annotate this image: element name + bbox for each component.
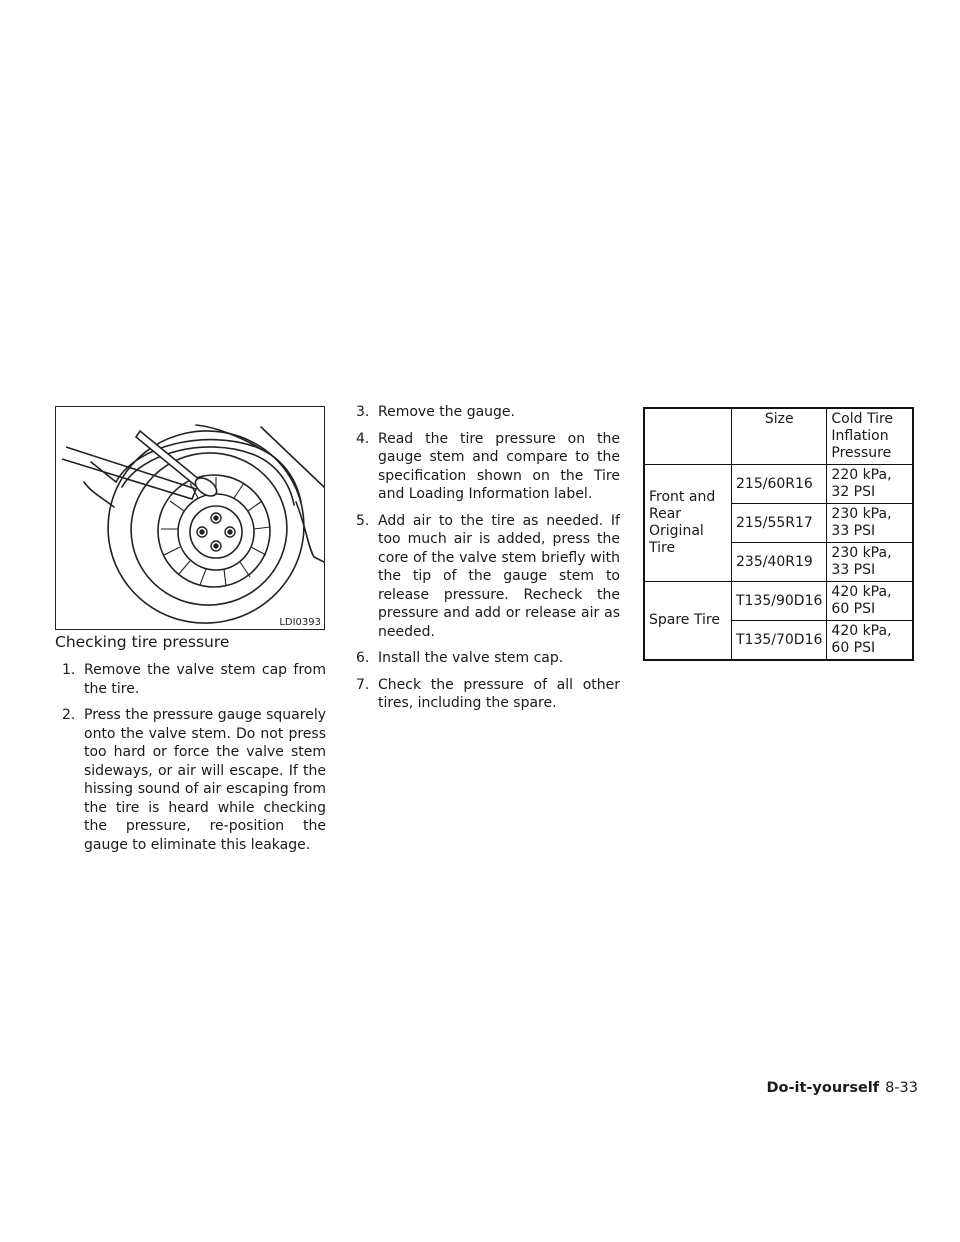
- step-number: 7.: [356, 676, 370, 693]
- tire-size-cell: 215/55R17: [732, 504, 827, 543]
- table-header-pressure: Cold Tire Inflation Pressure: [827, 408, 913, 465]
- step-text: Remove the valve stem cap from the tire.: [84, 662, 326, 697]
- pressure-cell: 420 kPa, 60 PSI: [827, 582, 913, 621]
- step-text: Read the tire pressure on the gauge stem and compare to the specification shown on the Tire and Loading Information label.: [378, 430, 620, 502]
- tire-size-cell: T135/90D16: [732, 582, 827, 621]
- tire-size-cell: 215/60R16: [732, 465, 827, 504]
- list-item: [356, 430, 620, 504]
- step-number: 3.: [356, 404, 370, 420]
- table-header-blank: [644, 408, 732, 465]
- step-number: 4.: [356, 430, 370, 447]
- pressure-cell: 230 kPa, 33 PSI: [827, 504, 913, 543]
- pressure-cell: 420 kPa, 60 PSI: [827, 621, 913, 661]
- table-header-size: Size: [732, 408, 827, 465]
- page-footer: [767, 1080, 919, 1096]
- tire-gauge-drawing: [56, 407, 324, 629]
- step-number: 2.: [62, 707, 76, 723]
- list-item: [62, 706, 326, 854]
- figure-code: LDI0393: [279, 617, 321, 628]
- tire-size-cell: T135/70D16: [732, 621, 827, 661]
- tire-pressure-table: [643, 407, 914, 661]
- pressure-cell: 220 kPa, 32 PSI: [827, 465, 913, 504]
- tire-pressure-illustration: [55, 406, 325, 630]
- lug-nuts: [197, 513, 235, 551]
- pressure-cell: 230 kPa, 33 PSI: [827, 543, 913, 582]
- step-text: Add air to the tire as needed. If too much air is added, press the core of the valve stem briefly with the tip of the gauge stem to release pressure. Recheck the pressure and add or release air as needed.: [378, 512, 620, 640]
- step-text: Remove the gauge.: [378, 404, 515, 420]
- step-text: Install the valve stem cap.: [378, 650, 564, 666]
- table-row: [644, 465, 913, 504]
- page-number: 8-33: [885, 1080, 918, 1096]
- footer-section-title: Do-it-yourself: [766, 1080, 880, 1096]
- list-item: [356, 512, 620, 642]
- table-row: [644, 582, 913, 621]
- list-item: [62, 661, 326, 698]
- steps-list-left: [62, 661, 326, 862]
- section-heading: Checking tire pressure: [55, 633, 230, 651]
- step-text: Check the pressure of all other tires, including the spare.: [378, 676, 620, 711]
- step-text: Press the pressure gauge squarely onto the valve stem. Do not press too hard or force the valve stem sideways, or air will escape. If the hissing sound of air escaping from the tire is heard while checking the pressure, re-position the gauge to eliminate this leakage.: [84, 707, 326, 853]
- pressure-gauge-icon: [62, 431, 220, 500]
- row-group-label: Spare Tire: [644, 582, 732, 661]
- list-item: [356, 676, 620, 713]
- step-number: 1.: [62, 662, 76, 678]
- row-group-label: Front and Rear Original Tire: [644, 465, 732, 582]
- tire-size-cell: 235/40R19: [732, 543, 827, 582]
- table-header-row: [644, 408, 913, 465]
- step-number: 5.: [356, 512, 370, 529]
- list-item: [356, 403, 620, 422]
- step-number: 6.: [356, 650, 370, 666]
- steps-list-middle: [356, 403, 620, 721]
- list-item: [356, 649, 620, 668]
